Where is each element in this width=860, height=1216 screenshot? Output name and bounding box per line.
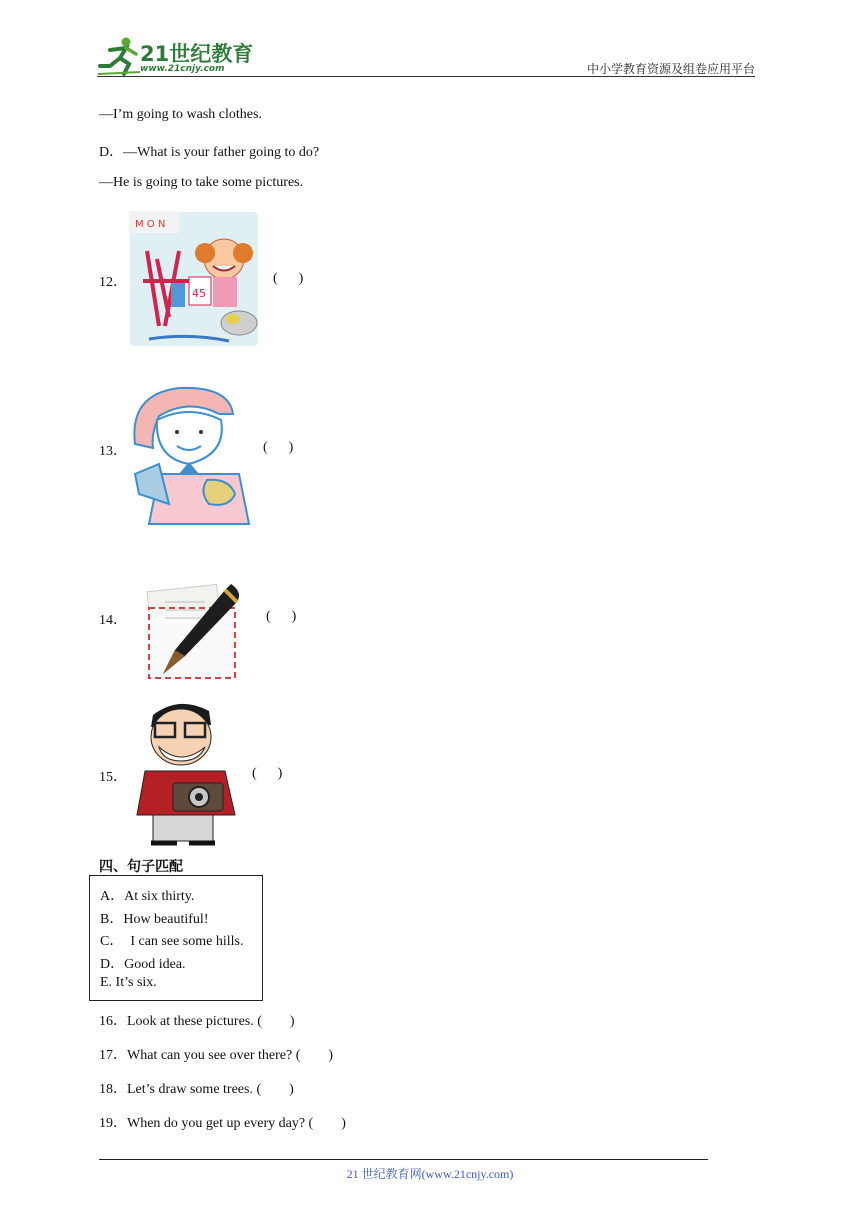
runner-logo-icon	[96, 36, 142, 78]
question-14-number: 14．	[99, 613, 127, 628]
answer-line-c2: —I’m going to wash clothes.	[99, 107, 262, 122]
question-16[interactable]: 16．Look at these pictures. ( )	[99, 1014, 295, 1029]
option-c: C． I can see some hills.	[100, 934, 244, 949]
logo-url: www.21cnjy.com	[140, 64, 225, 74]
question-15-number: 15．	[99, 770, 127, 785]
question-19[interactable]: 19．When do you get up every day? ( )	[99, 1116, 346, 1131]
option-a: A．At six thirty.	[100, 889, 195, 904]
question-18[interactable]: 18．Let’s draw some trees. ( )	[99, 1082, 294, 1097]
option-e: E. It’s six.	[100, 975, 157, 990]
question-13-answer-blank[interactable]: ( )	[263, 440, 294, 455]
svg-text:M O N: M O N	[135, 219, 166, 230]
option-b: B．How beautiful!	[100, 912, 209, 927]
header-divider	[97, 76, 755, 77]
option-d-answer: —He is going to take some pictures.	[99, 175, 304, 190]
options-box	[89, 875, 263, 1001]
logo-title: 21世纪教育	[140, 42, 254, 66]
question-17[interactable]: 17．What can you see over there? ( )	[99, 1048, 334, 1063]
footer-divider	[99, 1159, 708, 1160]
footer-source[interactable]: 21 世纪教育网(www.21cnjy.com)	[346, 1167, 514, 1181]
site-logo	[96, 36, 266, 78]
section-4-title: 四、句子匹配	[99, 859, 183, 875]
question-12-number: 12．	[99, 275, 127, 290]
pen-letter-picture	[145, 578, 245, 680]
washing-clothes-picture	[129, 211, 259, 347]
question-14-answer-blank[interactable]: ( )	[266, 609, 297, 624]
question-13-number: 13．	[99, 444, 127, 459]
shirt-number-label: 45	[192, 287, 206, 300]
question-15-answer-blank[interactable]: ( )	[252, 766, 283, 781]
option-d-question: D．—What is your father going to do?	[99, 145, 320, 160]
cleaning-woman-picture	[129, 384, 253, 528]
option-d: D．Good idea.	[100, 957, 186, 972]
question-12-answer-blank[interactable]: ( )	[273, 271, 304, 286]
platform-name: 中小学教育资源及组卷应用平台	[586, 62, 755, 76]
man-camera-picture	[129, 697, 245, 849]
